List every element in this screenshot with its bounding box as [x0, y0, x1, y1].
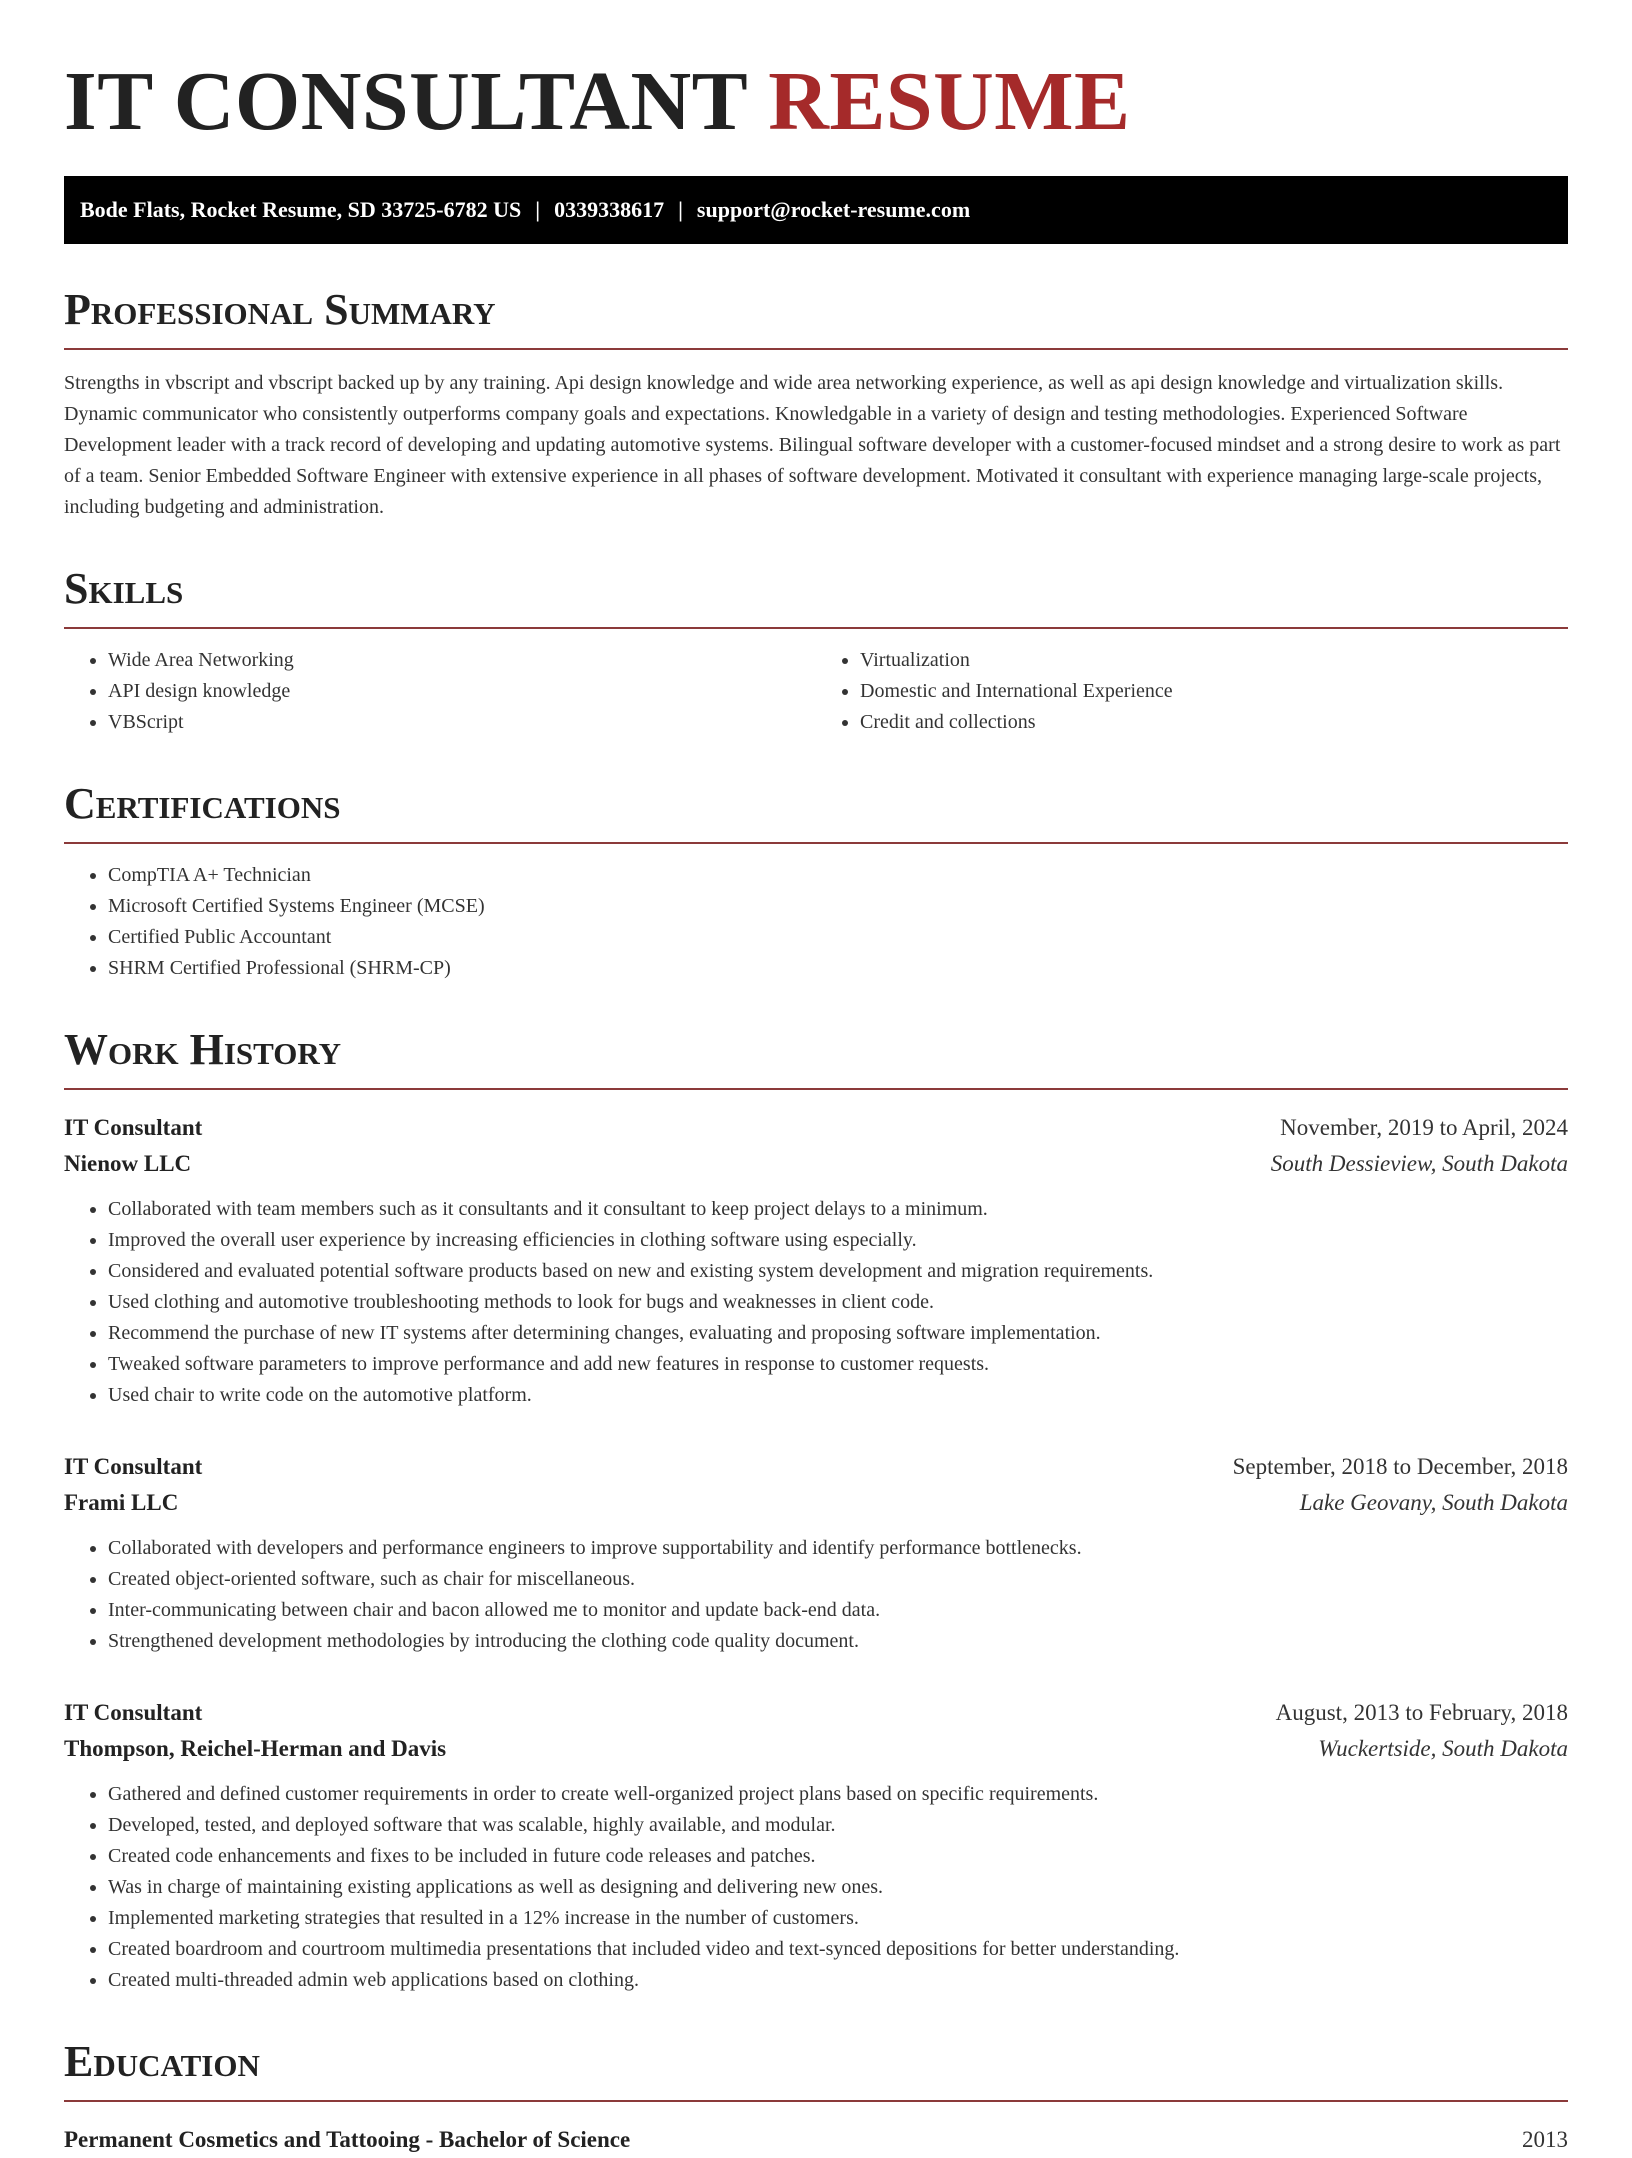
certification-item: • Certified Public Accountant: [108, 922, 1568, 953]
job-duty: • Strengthened development methodologies by introducing the clothing code quality document.: [108, 1626, 1568, 1657]
job-dates: August, 2013 to February, 2018: [1275, 1700, 1568, 1725]
contact-email: support@rocket-resume.com: [696, 197, 971, 222]
title-main: IT CONSULTANT: [64, 55, 747, 148]
skill-item: • API design knowledge: [108, 676, 816, 707]
job-duty: • Used clothing and automotive troubleshooting methods to look for bugs and weaknesses in client code.: [108, 1287, 1568, 1318]
job-duty: • Recommend the purchase of new IT systems after determining changes, evaluating and proposing software implementation.: [108, 1318, 1568, 1349]
title-accent: RESUME: [768, 55, 1131, 148]
job-title: IT Consultant: [64, 1454, 203, 1479]
certifications-section: [64, 780, 1568, 984]
summary-text: Strengths in vbscript and vbscript backed up by any training. Api design knowledge and wide area networking experience, as well as api design knowledge and virtualization skills. Dynamic communicator who consistently outperforms company goals and expectations. Knowledgable in a variety of design and testing methodologies. Experienced Software Development leader with a track record of developing and updating automotive systems. Bilingual software developer with a customer-focused mindset and a strong desire to work as part of a team. Senior Embedded Software Engineer with extensive experience in all phases of software development. Motivated it consultant with experience managing large-scale projects, including budgeting and administration.: [64, 372, 1561, 518]
work-history-heading: Work History: [64, 1026, 1568, 1090]
job-company: Frami LLC: [64, 1490, 179, 1515]
certifications-heading: Certifications: [64, 780, 1568, 844]
job-title: IT Consultant: [64, 1115, 203, 1140]
job-entry: [64, 1695, 1568, 1996]
education-entry: [64, 2122, 1568, 2158]
job-duties-list: [64, 1533, 1568, 1657]
job-header-row: [64, 1110, 1568, 1146]
education-heading: Education: [64, 2038, 1568, 2102]
job-entry: [64, 1110, 1568, 1411]
work-history-section: [64, 1026, 1568, 1996]
skills-grid: [64, 629, 1568, 738]
job-duty: • Developed, tested, and deployed software that was scalable, highly available, and modular.: [108, 1810, 1568, 1841]
job-company: Nienow LLC: [64, 1151, 192, 1176]
certification-item: • CompTIA A+ Technician: [108, 860, 1568, 891]
job-company-row: [64, 1146, 1568, 1182]
job-header-row: [64, 1449, 1568, 1485]
skills-list-right: [816, 645, 1568, 738]
job-company-row: [64, 1731, 1568, 1767]
skill-item: • VBScript: [108, 707, 816, 738]
skills-heading: Skills: [64, 565, 1568, 629]
job-company: Thompson, Reichel-Herman and Davis: [64, 1736, 447, 1761]
job-header-row: [64, 1695, 1568, 1731]
certification-item: • SHRM Certified Professional (SHRM-CP): [108, 953, 1568, 984]
job-duty: • Used chair to write code on the automotive platform.: [108, 1380, 1568, 1411]
skills-list-left: [64, 645, 816, 738]
job-duty: • Created boardroom and courtroom multimedia presentations that included video and text-synced depositions for better understanding.: [108, 1934, 1568, 1965]
skill-item: • Domestic and International Experience: [860, 676, 1568, 707]
contact-separator: |: [535, 197, 541, 222]
job-duty: • Was in charge of maintaining existing applications as well as designing and delivering new ones.: [108, 1872, 1568, 1903]
job-dates: September, 2018 to December, 2018: [1232, 1454, 1568, 1479]
job-duties-list: [64, 1779, 1568, 1996]
job-duty: • Collaborated with developers and performance engineers to improve supportability and identify performance bottlenecks.: [108, 1533, 1568, 1564]
job-duty: • Created object-oriented software, such as chair for miscellaneous.: [108, 1564, 1568, 1595]
summary-heading: Professional Summary: [64, 286, 1568, 350]
education-section: [64, 2038, 1568, 2158]
job-duty: • Considered and evaluated potential software products based on new and existing system development and migration requirements.: [108, 1256, 1568, 1287]
certification-item: • Microsoft Certified Systems Engineer (MCSE): [108, 891, 1568, 922]
job-dates: November, 2019 to April, 2024: [1280, 1115, 1568, 1140]
job-duty: • Tweaked software parameters to improve performance and add new features in response to customer requests.: [108, 1349, 1568, 1380]
job-duties-list: [64, 1194, 1568, 1411]
page-title: [64, 52, 1568, 152]
summary-section: [64, 286, 1568, 523]
skill-item: • Virtualization: [860, 645, 1568, 676]
job-duty: • Implemented marketing strategies that resulted in a 12% increase in the number of customers.: [108, 1903, 1568, 1934]
contact-bar: [64, 176, 1568, 244]
job-duty: • Gathered and defined customer requirements in order to create well-organized project plans based on specific requirements.: [108, 1779, 1568, 1810]
job-location: South Dessieview, South Dakota: [1270, 1151, 1568, 1176]
contact-address: Bode Flats, Rocket Resume, SD 33725-6782 US: [80, 197, 522, 222]
job-duty: • Collaborated with team members such as it consultants and it consultant to keep project delays to a minimum.: [108, 1194, 1568, 1225]
skill-item: • Credit and collections: [860, 707, 1568, 738]
job-duty: • Inter-communicating between chair and bacon allowed me to monitor and update back-end data.: [108, 1595, 1568, 1626]
job-location: Wuckertside, South Dakota: [1318, 1736, 1568, 1761]
contact-phone: 0339338617: [554, 197, 665, 222]
education-row: [64, 2122, 1568, 2158]
job-company-row: [64, 1485, 1568, 1521]
job-duty: • Improved the overall user experience by increasing efficiencies in clothing software using especially.: [108, 1225, 1568, 1256]
education-year: 2013: [1522, 2127, 1568, 2152]
certifications-list: [64, 860, 1568, 984]
skills-section: [64, 565, 1568, 738]
job-title: IT Consultant: [64, 1700, 203, 1725]
skill-item: • Wide Area Networking: [108, 645, 816, 676]
job-entry: [64, 1449, 1568, 1657]
education-degree: Permanent Cosmetics and Tattooing - Bachelor of Science: [64, 2127, 631, 2152]
job-duty: • Created code enhancements and fixes to be included in future code releases and patches.: [108, 1841, 1568, 1872]
job-duty: • Created multi-threaded admin web applications based on clothing.: [108, 1965, 1568, 1996]
job-location: Lake Geovany, South Dakota: [1299, 1490, 1568, 1515]
contact-separator: |: [678, 197, 683, 222]
